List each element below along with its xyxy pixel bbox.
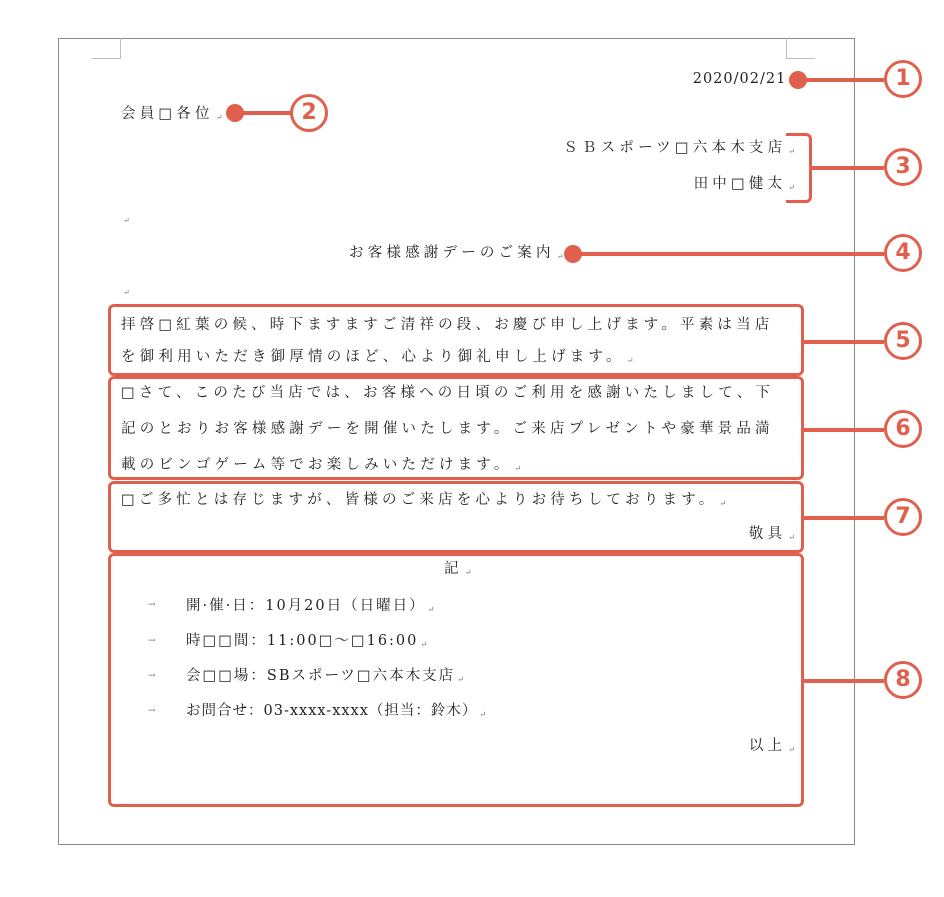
paragraph-mark-icon: ↵ (514, 464, 522, 473)
callout-number-4: 4 (884, 234, 922, 272)
callout-number-8: 8 (884, 661, 922, 699)
record-value: SBスポーツ□六本木支店 (266, 668, 456, 684)
empty-line[interactable] (121, 280, 130, 302)
date-line[interactable] (693, 70, 795, 92)
body-line-3-text: 載のビンゴゲーム等でお楽しみいただけます。 (121, 457, 513, 473)
paragraph-mark-icon: ↵ (788, 533, 795, 542)
sender-company-text: ＳＢスポーツ□六本木支店 (563, 140, 787, 156)
closing-line-text: □ご多忙とは存じますが、皆様のご来店を心よりお待ちしております。 (121, 492, 718, 508)
closing-word: 敬具 (748, 526, 787, 542)
paragraph-mark-icon: ↵ (215, 113, 223, 122)
sender-name-line[interactable] (694, 175, 795, 197)
record-item-date[interactable]: 開·催·日：10月20日（日曜日） ↵ (186, 598, 435, 614)
record-label: お問合せ (186, 703, 248, 719)
record-heading: 記 (444, 561, 463, 577)
recipient-text: 会員□各位 (121, 106, 214, 122)
greeting-line-1[interactable]: 拝啓□紅葉の候、時下ますますご清祥の段、お慶び申し上げます。平素は当店 (121, 317, 774, 333)
document-title-line[interactable] (349, 244, 563, 266)
record-value: 10月20日（日曜日） (265, 598, 426, 614)
record-label: 開·催·日 (186, 598, 249, 614)
date-text: 2020/02/21 (692, 71, 787, 87)
paragraph-mark-icon: ↵ (719, 499, 727, 508)
paragraph-mark-icon: ↵ (479, 710, 487, 719)
tab-arrow-icon: → (148, 600, 156, 610)
paragraph-mark-icon: ↵ (788, 183, 795, 192)
callout-line (812, 166, 884, 170)
body-line-1[interactable]: □さて、このたび当店では、お客様への日頃のご利用を感謝いたしまして、下 (121, 385, 775, 401)
sender-name-text: 田中□健太 (693, 176, 787, 192)
paragraph-mark-icon: ↵ (788, 745, 795, 754)
callout-box-greeting (108, 304, 804, 376)
callout-number-6: 6 (884, 410, 922, 448)
callout-number-3: 3 (884, 148, 922, 186)
paragraph-mark-icon: ↵ (626, 356, 634, 365)
paragraph-mark-icon: ↵ (123, 288, 130, 297)
record-label: 会□□場 (186, 668, 251, 684)
callout-number-5: 5 (884, 322, 922, 360)
tab-arrow-icon: → (148, 636, 156, 646)
callout-number-7: 7 (884, 498, 922, 536)
callout-line (573, 252, 884, 256)
empty-line[interactable] (121, 208, 130, 230)
record-item-contact[interactable]: お問合せ：03-xxxx-xxxx（担当：鈴木） ↵ (186, 703, 487, 719)
record-item-time[interactable]: 時□□間：11:00□～□16:00 ↵ (186, 633, 428, 649)
paragraph-mark-icon: ↵ (123, 216, 130, 225)
end-word: 以上 (748, 738, 787, 754)
callout-line (798, 78, 884, 82)
callout-line (804, 340, 884, 344)
greeting-line-2-text: を御利用いただき御厚情のほど、心より御礼申し上げます。 (121, 349, 625, 365)
paragraph-mark-icon: ↵ (788, 147, 795, 156)
record-label: 時□□間 (186, 633, 251, 649)
callout-box-record (108, 553, 804, 807)
crop-mark-top-right (786, 38, 815, 59)
body-line-2[interactable]: 記のとおりお客様感謝デーを開催いたします。ご来店プレゼントや豪華景品満 (121, 421, 774, 437)
record-value: 03-xxxx-xxxx（担当：鈴木） (263, 703, 478, 719)
callout-line (235, 111, 291, 115)
document-title: お客様感謝デーのご案内 (349, 245, 555, 261)
paragraph-mark-icon: ↵ (457, 675, 464, 684)
record-value: 11:00□～□16:00 (266, 633, 419, 649)
paragraph-mark-icon: ↵ (420, 640, 428, 649)
callout-number-2: 2 (290, 94, 328, 132)
recipient-line[interactable] (121, 105, 222, 127)
paragraph-mark-icon: ↵ (427, 605, 435, 614)
callout-box-body (108, 376, 804, 480)
record-item-venue[interactable]: 会□□場：SBスポーツ□六本木支店 ↵ (186, 668, 464, 684)
callout-box-closing (108, 481, 804, 553)
paragraph-mark-icon: ↵ (464, 568, 472, 577)
callout-line (804, 516, 884, 520)
crop-mark-top-left (92, 38, 121, 59)
callout-line (804, 679, 884, 683)
callout-number-1: 1 (884, 60, 922, 98)
tab-arrow-icon: → (148, 671, 156, 681)
sender-company-line[interactable] (563, 139, 795, 161)
callout-line (804, 428, 884, 432)
paragraph-mark-icon: ↵ (556, 252, 564, 261)
callout-bracket-sender (786, 133, 812, 203)
tab-arrow-icon: → (148, 706, 156, 716)
